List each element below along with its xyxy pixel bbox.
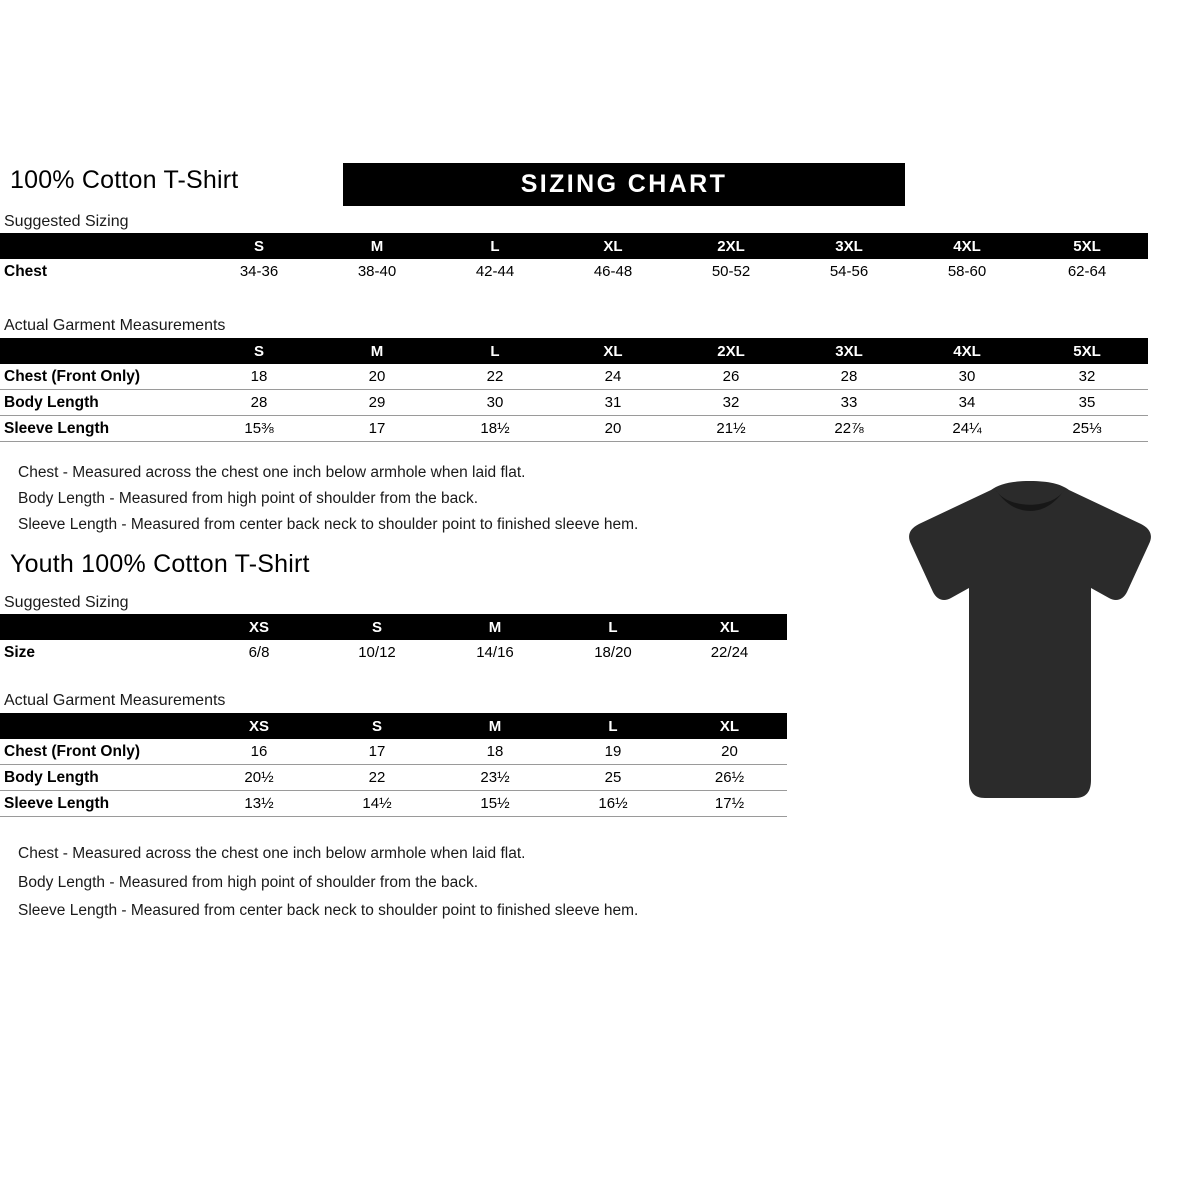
cell-chestfront-m: 18: [486, 743, 504, 760]
col-head-xs: XS: [248, 717, 269, 735]
cell-sleevelength-3xl: 22⅞: [834, 420, 864, 437]
cell-bodylength-3xl: 33: [840, 394, 858, 411]
col-head-l: L: [490, 342, 500, 360]
cell-bodylength-xl: 26½: [714, 769, 745, 786]
cell-chestfront-l: 22: [486, 368, 504, 385]
table-row: [0, 765, 787, 791]
cell-chestfront-xl: 20: [721, 743, 738, 760]
cell-size-xl: 22/24: [710, 644, 749, 661]
cell-size-l: 18/20: [594, 644, 632, 661]
col-head-s: S: [253, 237, 264, 255]
col-head-m: M: [488, 717, 502, 735]
cell-bodylength-xl: 31: [604, 394, 622, 411]
table-row: [0, 364, 1148, 390]
cell-bodylength-4xl: 34: [958, 394, 976, 411]
col-head-xl: XL: [603, 237, 623, 255]
col-head-2xl: 2XL: [717, 342, 745, 360]
cell-sleevelength-m: 17: [368, 420, 386, 437]
col-head-xs: XS: [248, 618, 269, 636]
col-head-2xl: 2XL: [717, 237, 745, 255]
cell-size-xs: 6/8: [248, 644, 270, 661]
col-head-l: L: [608, 618, 618, 636]
col-head-l: L: [608, 717, 618, 735]
col-head-5xl: 5XL: [1073, 237, 1101, 255]
youth-note-chest: Chest - Measured across the chest one inch below armhole when laid flat.: [18, 845, 526, 862]
table-row: [0, 416, 1148, 442]
cell-bodylength-5xl: 35: [1078, 394, 1096, 411]
cell-chestfront-3xl: 28: [840, 368, 858, 385]
cell-chestfront-xl: 24: [604, 368, 622, 385]
col-head-m: M: [370, 342, 384, 360]
table-row: [0, 791, 787, 817]
row-label-chest-front-only: Chest (Front Only): [4, 742, 141, 760]
cell-chest-s: 34-36: [239, 263, 279, 280]
col-head-5xl: 5XL: [1073, 342, 1101, 360]
row-label-sleeve-length: Sleeve Length: [4, 794, 110, 812]
t-shirt-illustration: [895, 480, 1165, 810]
col-head-3xl: 3XL: [835, 342, 863, 360]
adult-actual-measurements-label: Actual Garment Measurements: [4, 317, 226, 334]
col-head-s: S: [371, 618, 382, 636]
row-label-body-length: Body Length: [4, 768, 99, 786]
col-head-xl: XL: [603, 342, 623, 360]
cell-sleevelength-l: 16½: [598, 795, 628, 812]
col-head-m: M: [370, 237, 384, 255]
row-label-chest: Chest: [4, 262, 48, 280]
cell-size-m: 14/16: [476, 644, 514, 661]
sizing-chart-banner: [343, 163, 905, 206]
youth-suggested-sizing-label: Suggested Sizing: [4, 594, 129, 611]
cell-sleevelength-s: 14½: [362, 795, 392, 812]
col-head-blank: [0, 713, 200, 739]
adult-note-sleeve-length: Sleeve Length - Measured from center back neck to shoulder point to finished sleeve hem.: [18, 516, 639, 533]
cell-chest-xl: 46-48: [593, 263, 633, 280]
cell-bodylength-l: 30: [486, 394, 504, 411]
col-head-4xl: 4XL: [953, 342, 981, 360]
cell-bodylength-m: 29: [368, 394, 386, 411]
table-header-row: [0, 713, 787, 739]
cell-chest-m: 38-40: [357, 263, 397, 280]
table-row: [0, 739, 787, 765]
cell-chestfront-l: 19: [604, 743, 622, 760]
col-head-3xl: 3XL: [835, 237, 863, 255]
table-row: [0, 259, 1148, 284]
cell-sleevelength-5xl: 25⅓: [1072, 420, 1102, 437]
cell-chestfront-s: 18: [250, 368, 268, 385]
cell-bodylength-s: 22: [368, 769, 386, 786]
adult-note-chest: Chest - Measured across the chest one inch below armhole when laid flat.: [18, 464, 526, 481]
cell-bodylength-s: 28: [250, 394, 268, 411]
cell-sleevelength-xs: 13½: [244, 795, 274, 812]
row-label-chest-front-only: Chest (Front Only): [4, 367, 141, 385]
cell-bodylength-xs: 20½: [244, 769, 274, 786]
cell-chestfront-4xl: 30: [958, 368, 976, 385]
sizing-chart-banner-label: SIZING CHART: [520, 170, 728, 198]
row-label-size: Size: [4, 643, 36, 661]
youth-suggested-sizing-table: [0, 614, 787, 665]
cell-chest-4xl: 58-60: [947, 263, 987, 280]
youth-actual-measurements-table: [0, 713, 787, 817]
cell-sleevelength-l: 18½: [480, 420, 510, 437]
cell-chestfront-m: 20: [368, 368, 386, 385]
cell-chest-2xl: 50-52: [711, 263, 751, 280]
col-head-m: M: [488, 618, 502, 636]
cell-chestfront-5xl: 32: [1078, 368, 1096, 385]
col-head-xl: XL: [719, 618, 740, 636]
col-head-s: S: [253, 342, 264, 360]
col-head-l: L: [490, 237, 500, 255]
table-header-row: [0, 233, 1148, 259]
col-head-blank: [0, 338, 200, 364]
row-label-body-length: Body Length: [4, 393, 99, 411]
cell-chest-l: 42-44: [475, 263, 515, 280]
youth-actual-measurements-label: Actual Garment Measurements: [4, 692, 226, 709]
row-label-sleeve-length: Sleeve Length: [4, 419, 110, 437]
cell-chest-5xl: 62-64: [1067, 263, 1107, 280]
cell-chestfront-xs: 16: [250, 743, 268, 760]
cell-sleevelength-m: 15½: [480, 795, 510, 812]
adult-section-title: 100% Cotton T-Shirt: [10, 166, 239, 194]
cell-bodylength-m: 23½: [480, 769, 510, 786]
adult-note-body-length: Body Length - Measured from high point of shoulder from the back.: [18, 490, 479, 507]
col-head-s: S: [371, 717, 382, 735]
youth-note-sleeve-length: Sleeve Length - Measured from center back neck to shoulder point to finished sleeve hem.: [18, 902, 639, 919]
col-head-blank: [0, 233, 200, 259]
cell-size-s: 10/12: [358, 644, 396, 661]
col-head-4xl: 4XL: [953, 237, 981, 255]
cell-bodylength-l: 25: [604, 769, 622, 786]
cell-chest-3xl: 54-56: [829, 263, 869, 280]
cell-sleevelength-xl: 20: [604, 420, 622, 437]
cell-sleevelength-xl: 17½: [714, 795, 745, 812]
table-header-row: [0, 614, 787, 640]
cell-chestfront-s: 17: [368, 743, 386, 760]
cell-bodylength-2xl: 32: [722, 394, 740, 411]
cell-sleevelength-4xl: 24¼: [952, 420, 982, 437]
col-head-xl: XL: [719, 717, 740, 735]
table-row: [0, 390, 1148, 416]
youth-note-body-length: Body Length - Measured from high point of shoulder from the back.: [18, 874, 479, 891]
cell-chestfront-2xl: 26: [722, 368, 740, 385]
table-header-row: [0, 338, 1148, 364]
youth-section-title: Youth 100% Cotton T-Shirt: [10, 550, 310, 578]
adult-suggested-sizing-label: Suggested Sizing: [4, 213, 129, 230]
col-head-blank: [0, 614, 200, 640]
adult-actual-measurements-table: [0, 338, 1148, 442]
table-row: [0, 640, 787, 665]
cell-sleevelength-s: 15⅜: [244, 420, 274, 437]
cell-sleevelength-2xl: 21½: [716, 420, 746, 437]
adult-suggested-sizing-table: [0, 233, 1148, 284]
